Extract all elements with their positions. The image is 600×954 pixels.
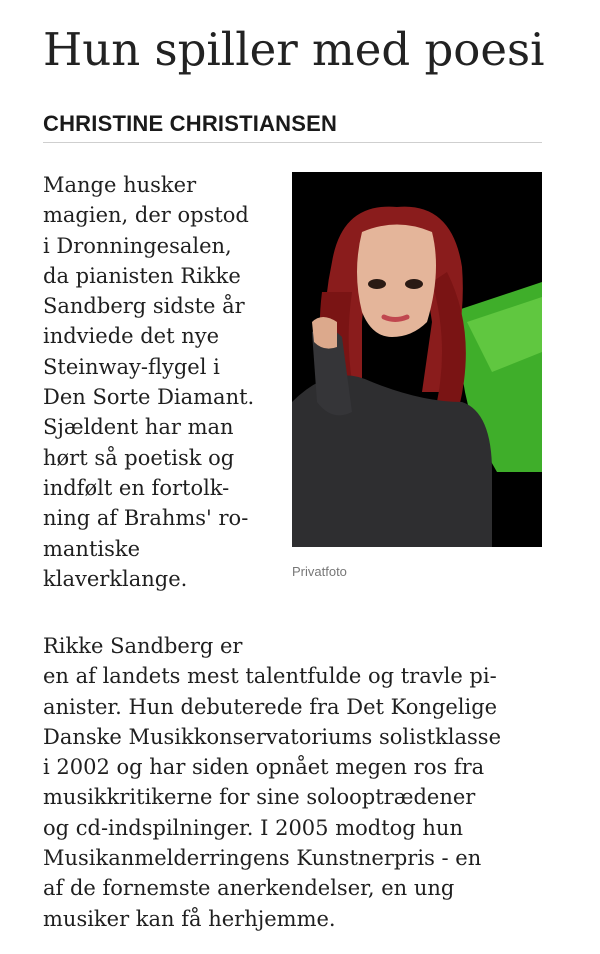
lede-line: Sjældent har man: [43, 415, 234, 440]
lede-line: indviede det nye: [43, 324, 220, 349]
lede-line: klaverklange.: [43, 566, 188, 591]
lede-line: Den Sorte Diamant.: [43, 385, 255, 410]
lede-line: i Dronningesalen,: [43, 233, 232, 258]
body-line: anister. Hun debuterede fra Det Kongelige: [43, 694, 498, 719]
byline-divider: [43, 142, 542, 143]
body-line: Rikke Sandberg er: [43, 634, 243, 658]
photo-caption: Privatfoto: [292, 564, 347, 579]
body-paragraph: [43, 631, 563, 934]
lede-line: da pianisten Rikke: [43, 263, 241, 288]
lede-line: ning af Brahms' ro-: [43, 506, 249, 531]
body-line: og cd-indspilninger. I 2005 modtog hun: [43, 815, 463, 840]
author-byline: CHRISTINE CHRISTIANSEN: [43, 111, 338, 136]
portrait-illustration: [292, 172, 542, 547]
body-line: musikkritikerne for sine solooptrædener: [43, 785, 476, 810]
lede-line: Steinway-flygel i: [43, 354, 220, 379]
body-line: Danske Musikkonservatoriums solistklasse: [43, 724, 501, 749]
portrait-photo: [292, 172, 542, 547]
body-line: en af landets mest talentfulde og travle pi-: [43, 664, 497, 689]
lede-line: Mange husker: [43, 173, 197, 197]
lede-paragraph: [43, 170, 283, 594]
lede-line: indfølt en fortolk-: [43, 475, 230, 500]
lede-line: hørt så poetisk og: [43, 445, 235, 470]
body-line: af de fornemste anerkendelser, en ung: [43, 876, 455, 901]
lede-line: magien, der opstod: [43, 203, 249, 228]
body-line: musiker kan få herhjemme.: [43, 906, 336, 931]
lede-line: Sandberg sidste år: [43, 294, 245, 319]
body-line: Musikanmelderringens Kunstnerpris - en: [43, 846, 482, 871]
body-line: i 2002 og har siden opnået megen ros fra: [43, 755, 485, 780]
lede-line: mantiske: [43, 536, 141, 561]
article-title: Hun spiller med poesi: [43, 23, 545, 76]
